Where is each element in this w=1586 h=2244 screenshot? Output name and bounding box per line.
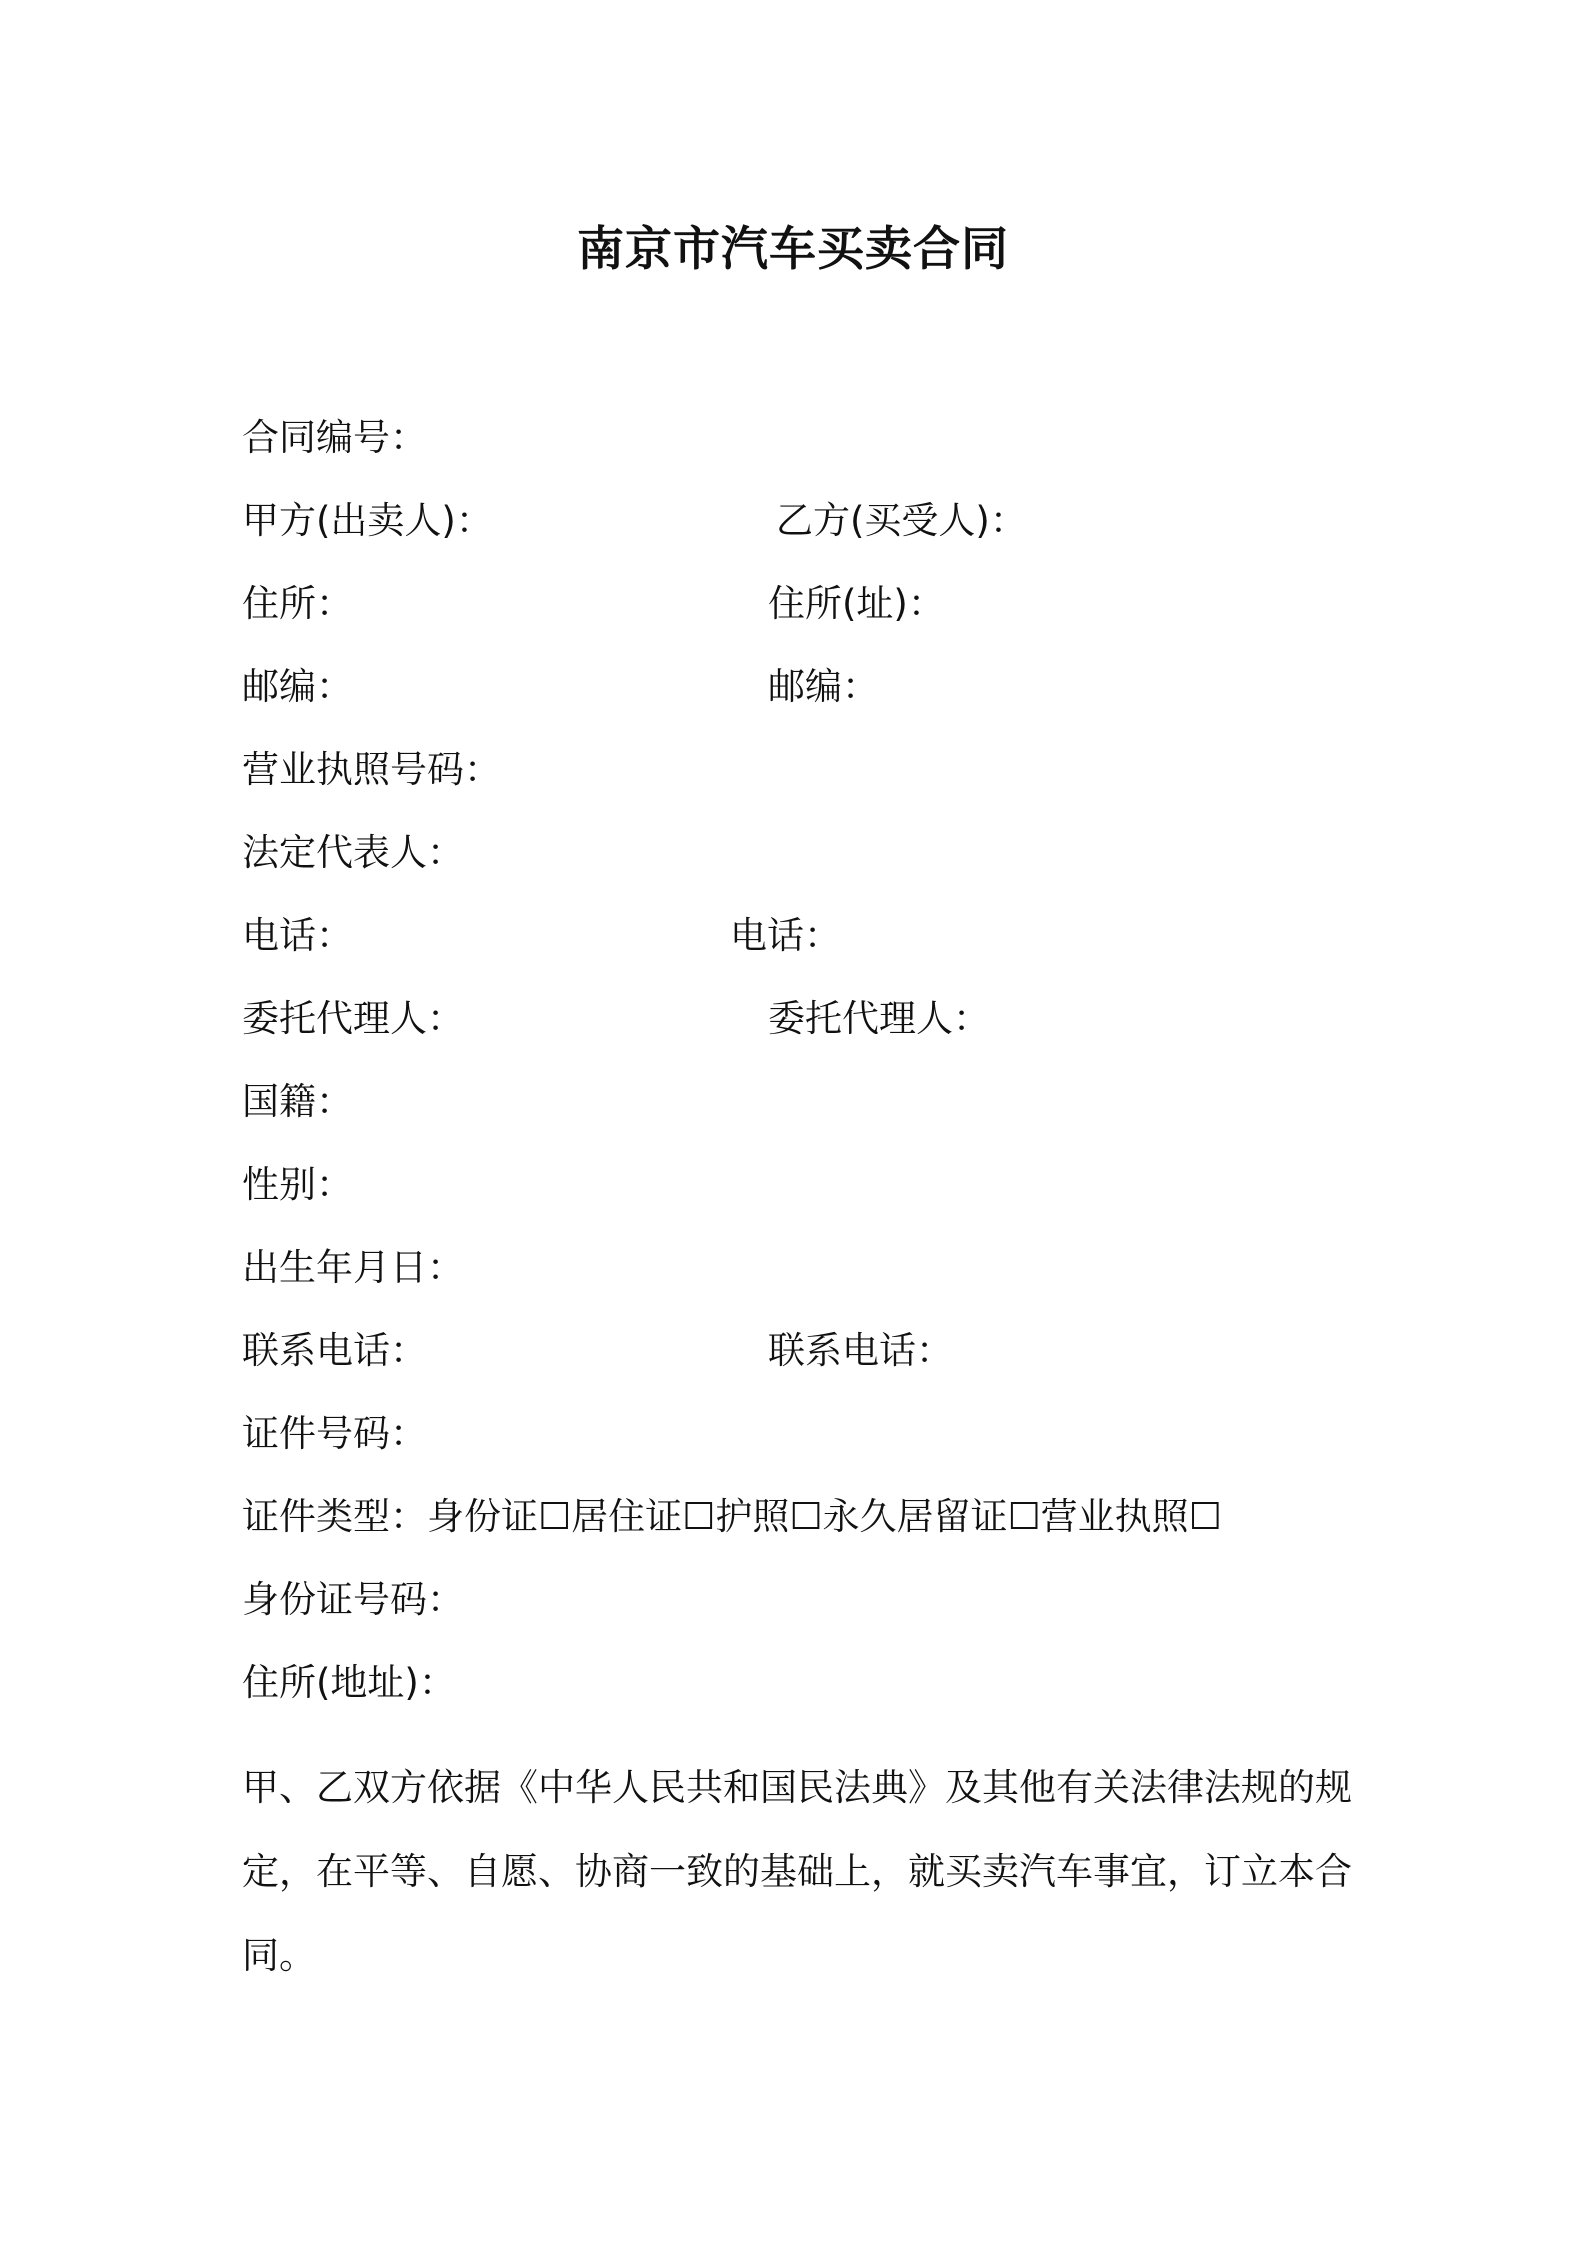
id-number-label: 证件号码： [242,1412,427,1455]
party-b-contact-phone-label: 联系电话： [768,1329,953,1372]
party-a-label: 甲方(出卖人)： [242,499,493,542]
party-b-agent-label: 委托代理人： [768,997,990,1040]
party-b-label: 乙方(买受人)： [776,499,1027,542]
gender-label: 性别： [242,1163,353,1206]
legal-representative-label: 法定代表人： [242,831,464,874]
business-license-label: 营业执照号码： [242,748,501,791]
contract-number-label: 合同编号： [242,416,427,459]
id-type-line: 证件类型：身份证☐居住证☐护照☐永久居留证☐营业执照☐ [242,1495,1222,1538]
party-b-postcode-label: 邮编： [768,665,879,708]
party-b-address-label: 住所(址)： [768,582,945,625]
id-card-number-label: 身份证号码： [242,1578,464,1621]
party-a-contact-phone-label: 联系电话： [242,1329,427,1372]
party-b-phone-label: 电话： [730,914,841,957]
full-address-label: 住所(地址)： [242,1661,456,1704]
party-a-postcode-label: 邮编： [242,665,353,708]
intro-paragraph: 甲、乙双方依据《中华人民共和国民法典》及其他有关法律法规的规定，在平等、自愿、协商一致的基础上，就买卖汽车事宜，订立本合同。 [242,1766,1352,1977]
nationality-label: 国籍： [242,1080,353,1123]
party-a-phone-label: 电话： [242,914,353,957]
party-a-agent-label: 委托代理人： [242,997,464,1040]
birthdate-label: 出生年月日： [242,1246,464,1289]
document-title: 南京市汽车买卖合同 [577,222,1009,277]
party-a-address-label: 住所： [242,582,353,625]
